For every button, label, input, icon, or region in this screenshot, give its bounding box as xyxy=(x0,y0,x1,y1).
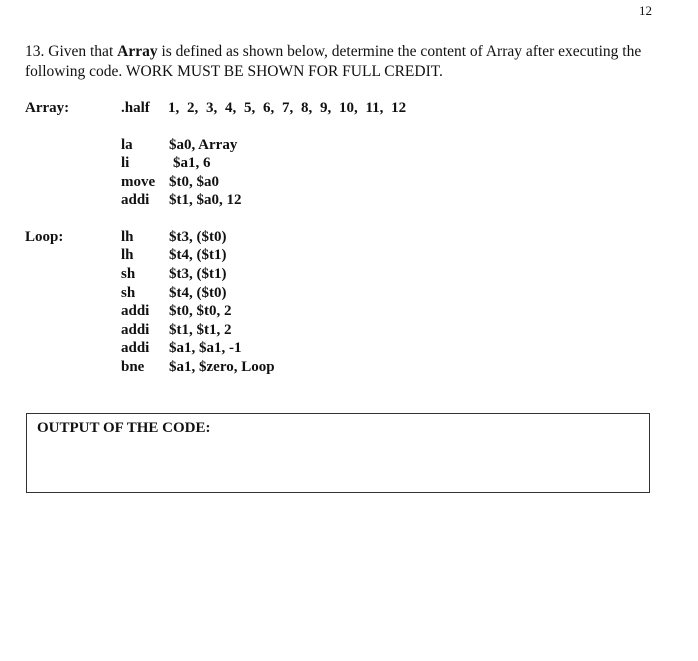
array-directive: .half xyxy=(121,100,150,116)
question-intro: Given that xyxy=(48,43,114,60)
loop-operands: $t3, ($t1) xyxy=(169,266,227,282)
loop-mnemonic: addi xyxy=(121,303,150,319)
setup-operands: $a0, Array xyxy=(169,137,238,153)
question-number: 13. xyxy=(25,43,45,60)
loop-operands: $t3, ($t0) xyxy=(169,229,227,245)
setup-operands: $t1, $a0, 12 xyxy=(169,192,242,208)
question-body: is defined as shown below, determine the content of Array after executing the following code. WORK MUST BE SHOWN FOR FULL CREDIT. xyxy=(25,43,642,80)
loop-operands: $t4, ($t1) xyxy=(169,247,227,263)
loop-operands: $t0, $t0, 2 xyxy=(169,303,232,319)
loop-mnemonic: addi xyxy=(121,340,150,356)
setup-mnemonic: li xyxy=(121,155,130,171)
loop-operands: $a1, $a1, -1 xyxy=(169,340,242,356)
question-text xyxy=(25,42,665,82)
loop-mnemonic: bne xyxy=(121,359,145,375)
output-answer-box[interactable] xyxy=(26,413,650,493)
loop-operands: $t4, ($t0) xyxy=(169,285,227,301)
loop-operands: $t1, $t1, 2 xyxy=(169,322,232,338)
setup-operands: $t0, $a0 xyxy=(169,174,219,190)
setup-operands: $a1, 6 xyxy=(173,155,211,171)
output-label: OUTPUT OF THE CODE: xyxy=(37,420,211,436)
loop-operands: $a1, $zero, Loop xyxy=(169,359,275,375)
loop-mnemonic: lh xyxy=(121,229,134,245)
setup-mnemonic: move xyxy=(121,174,156,190)
loop-label: Loop: xyxy=(25,229,64,245)
loop-mnemonic: sh xyxy=(121,285,136,301)
question-bold-term: Array xyxy=(117,43,158,60)
array-label: Array: xyxy=(25,100,70,116)
loop-mnemonic: addi xyxy=(121,322,150,338)
setup-mnemonic: addi xyxy=(121,192,150,208)
loop-mnemonic: sh xyxy=(121,266,136,282)
loop-mnemonic: lh xyxy=(121,247,134,263)
array-values: 1, 2, 3, 4, 5, 6, 7, 8, 9, 10, 11, 12 xyxy=(168,100,407,116)
setup-mnemonic: la xyxy=(121,137,133,153)
page-number: 12 xyxy=(639,3,652,18)
